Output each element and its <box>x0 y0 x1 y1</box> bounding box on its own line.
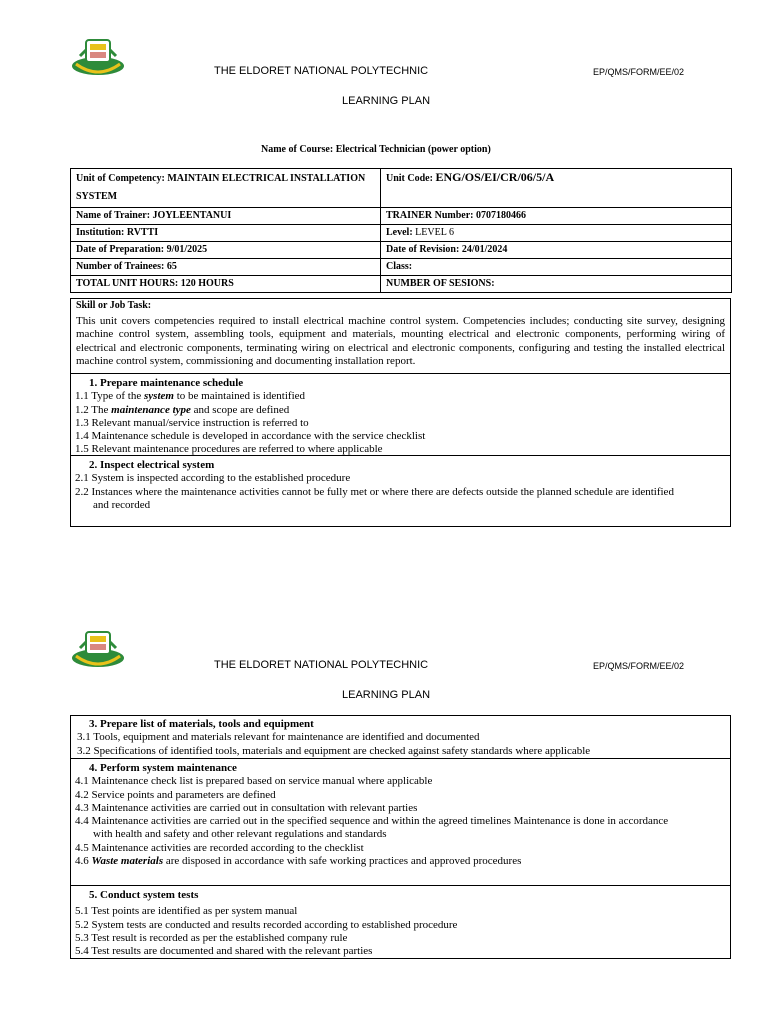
section-2-title: 2. Inspect electrical system <box>89 459 215 471</box>
list-item: 3.1 Tools, equipment and materials relevant for maintenance are identified and documented <box>77 731 480 744</box>
skill-label: Skill or Job Task: <box>76 300 152 311</box>
list-item: 5.1 Test points are identified as per system manual <box>75 905 298 918</box>
list-item-continuation: with health and safety and other relevant regulations and standards <box>93 828 387 841</box>
section-1-title: 1. Prepare maintenance schedule <box>89 377 244 389</box>
section-2-block <box>70 455 731 527</box>
unit-info-table <box>70 168 732 293</box>
total-unit-hours: TOTAL UNIT HOURS: 120 HOURS <box>71 276 381 293</box>
list-item: 4.1 Maintenance check list is prepared based on service manual where applicable <box>75 775 433 788</box>
level-label: Level: <box>386 227 416 238</box>
list-item: 1.2 The maintenance type and scope are defined <box>75 403 290 416</box>
section-5-block <box>70 885 731 959</box>
unit-code-value: ENG/OS/EI/CR/06/5/A <box>435 170 555 184</box>
level-value: LEVEL 6 <box>415 227 454 238</box>
polytechnic-logo-icon <box>70 628 126 672</box>
section-1-block <box>70 373 731 456</box>
unit-code-cell <box>381 169 732 208</box>
list-item: 5.2 System tests are conducted and results recorded according to established procedure <box>75 918 458 931</box>
list-item: 4.2 Service points and parameters are defined <box>75 788 276 801</box>
list-item: 4.4 Maintenance activities are carried out in the specified sequence and within the agreed timelines Maintenance is done in accordance <box>75 815 669 828</box>
skill-task-section <box>70 298 731 374</box>
list-item: 4.5 Maintenance activities are recorded according to the checklist <box>75 841 364 854</box>
trainer-name: Name of Trainer: JOYLEENTANUI <box>71 208 381 225</box>
institution-name: THE ELDORET NATIONAL POLYTECHNIC <box>214 659 429 671</box>
list-item: 4.3 Maintenance activities are carried out in consultation with relevant parties <box>75 801 418 814</box>
institution-name: THE ELDORET NATIONAL POLYTECHNIC <box>214 65 429 77</box>
section-5-title: 5. Conduct system tests <box>89 889 199 901</box>
list-item: 1.3 Relevant manual/service instruction is referred to <box>75 416 309 429</box>
section-3-block <box>70 715 731 759</box>
course-name: Name of Course: Electrical Technician (power option) <box>261 144 491 155</box>
list-item: 1.4 Maintenance schedule is developed in accordance with the service checklist <box>75 430 426 443</box>
form-code: EP/QMS/FORM/EE/02 <box>593 67 685 77</box>
revision-date: Date of Revision: 24/01/2024 <box>381 242 732 259</box>
list-item: 2.2 Instances where the maintenance activities cannot be fully met or where there are defects outside the planned schedule are identified <box>75 485 674 498</box>
trainer-number: TRAINER Number: 0707180466 <box>381 208 732 225</box>
section-3-title: 3. Prepare list of materials, tools and equipment <box>89 718 314 730</box>
list-item: 3.2 Specifications of identified tools, materials and equipment are checked against safety standards where applicable <box>77 744 591 757</box>
list-item: 4.6 Waste materials are disposed in accordance with safe working practices and approved procedures <box>75 855 522 868</box>
level-cell <box>381 225 732 242</box>
number-of-sessions: NUMBER OF SESIONS: <box>381 276 732 293</box>
document-title: LEARNING PLAN <box>342 95 431 107</box>
polytechnic-logo-icon <box>70 36 126 80</box>
form-code: EP/QMS/FORM/EE/02 <box>593 661 685 671</box>
list-item: 5.4 Test results are documented and shared with the relevant parties <box>75 945 373 958</box>
list-item: 2.1 System is inspected according to the established procedure <box>75 472 351 485</box>
list-item: 1.5 Relevant maintenance procedures are referred to where applicable <box>75 443 383 456</box>
institution-row: Institution: RVTTI <box>71 225 381 242</box>
list-item: 1.1 Type of the system to be maintained is identified <box>75 390 306 403</box>
preparation-date: Date of Preparation: 9/01/2025 <box>71 242 381 259</box>
document-title: LEARNING PLAN <box>342 689 431 701</box>
section-4-title: 4. Perform system maintenance <box>89 762 237 774</box>
section-4-block <box>70 758 731 886</box>
list-item: 5.3 Test result is recorded as per the established company rule <box>75 931 348 944</box>
class-label: Class: <box>381 259 732 276</box>
unit-competency: Unit of Competency: MAINTAIN ELECTRICAL INSTALLATION SYSTEM <box>71 169 381 208</box>
skill-description: This unit covers competencies required to install electrical machine control system. Competencies includes; conducting site survey, designing machine control system, assembling tools, equipment and materials, mounting electrical and electronic components, performing wiring of electrical and electronic components, terminating wiring on electrical and electronic components, configuring and testing the installed electrical machine control system, commissioning and documenting installation report. <box>76 315 725 367</box>
unit-code-label: Unit Code: <box>386 173 436 184</box>
list-item-continuation: and recorded <box>93 498 151 511</box>
trainee-count: Number of Trainees: 65 <box>71 259 381 276</box>
